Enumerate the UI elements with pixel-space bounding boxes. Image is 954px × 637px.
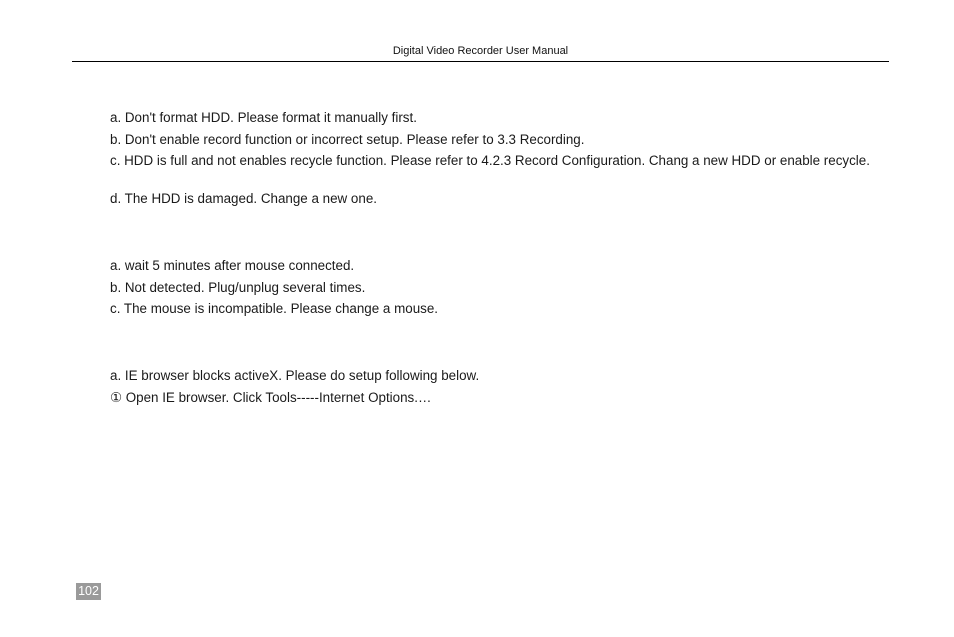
header-title: Digital Video Recorder User Manual [392,45,569,57]
list-item: a. Don't format HDD. Please format it manually first. [110,110,417,125]
list-item: d. The HDD is damaged. Change a new one. [110,191,377,206]
list-item: c. The mouse is incompatible. Please change a mouse. [110,301,439,316]
list-item: c. HDD is full and not enables recycle function. Please refer to 4.2.3 Record Configuration. Chang a new HDD or enable recycle. [110,153,870,168]
page-number: 102 [76,583,101,600]
list-item: a. IE browser blocks activeX. Please do setup following below. [110,368,480,383]
list-item: b. Not detected. Plug/unplug several times. [110,280,366,295]
list-item: b. Don't enable record function or incorrect setup. Please refer to 3.3 Recording. [110,132,585,147]
list-item: a. wait 5 minutes after mouse connected. [110,258,355,273]
list-item: ① Open IE browser. Click Tools-----Internet Options.… [110,390,432,405]
header-divider [72,61,889,62]
